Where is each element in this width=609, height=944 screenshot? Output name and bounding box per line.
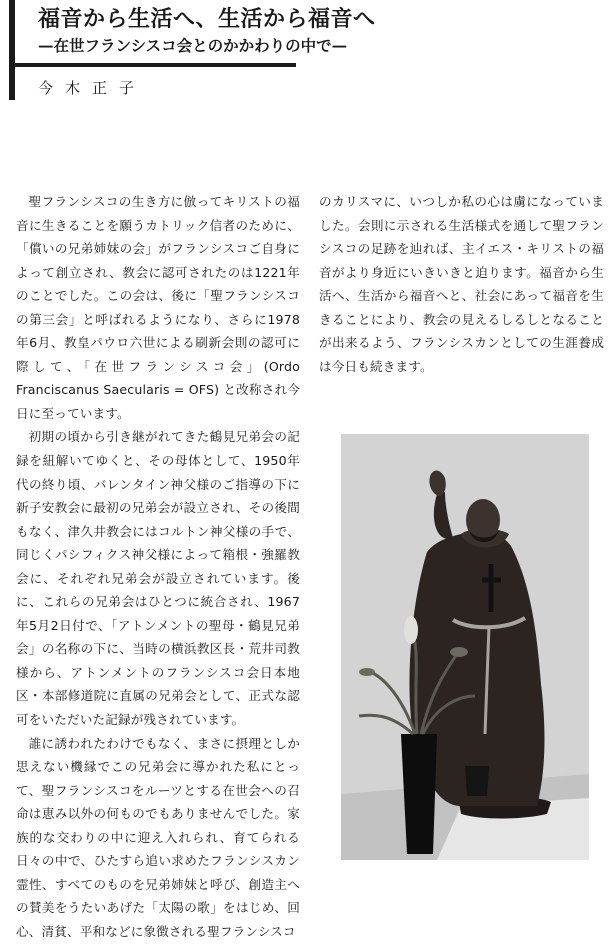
flower-leaf [450, 647, 468, 657]
left-text-column [16, 190, 300, 944]
article-subtitle: —在世フランシスコ会とのかかわりの中で— [38, 36, 348, 55]
article-title: 福音から生活へ、生活から福音へ [38, 6, 376, 32]
header-vertical-rule [9, 0, 15, 100]
author-name: 今木正子 [38, 79, 147, 97]
flower-leaf [359, 668, 375, 676]
flower-bloom [404, 616, 418, 644]
body-paragraph: のカリスマに、いつしか私の心は虜になっていました。会則に示される生活様式を通して聖フランシスコの足跡を辿れば、主イエス・キリストの福音がより身近にいきいきと迫ります。福音から生活へ、生活から福音へと、社会にあって福音を生きることにより、教会の見えるしるしとなることが出来るよう、フランシスカンとしての生涯養成は今日も続きます。 [319, 194, 604, 374]
body-paragraph: 誰に誘われたわけでもなく、まさに摂理としか思えない機縁でこの兄弟会に導かれた私にとって、聖フランシスコをルーツとする在世会への召命は恵み以外の何ものでもありませんでした。家族的な交わりの中に迎え入れられ、育てられる日々の中で、ひたすら追い求めたフランシスカン霊性、すべてのものを兄弟姉妹と呼び、創造主への賛美をうたいあげた「太陽の歌」をはじめ、回心、清貧、平和などに象徴される聖フランシスコ [16, 735, 300, 939]
flower-vase [401, 734, 437, 854]
right-text-column [319, 190, 604, 378]
statue-illustration [341, 434, 589, 860]
body-paragraph: 聖フランシスコの生き方に倣ってキリストの福音に生きることを願うカトリック信者のために、「償いの兄弟姉妹の会」がフランシスコご自身によって創立され、教会に認可されたのは1221年のことでした。この会は、後に「聖フランシスコの第三会」と呼ばれるようになり、さらに1978年6月、教皇パウロ六世による刷新会則の認可に際して、「在世フランシスコ会」(Ordo Franciscanus Saecularis = OFS) と改称され今日に至っています。 [16, 194, 300, 421]
header-horizontal-rule [9, 63, 296, 67]
saint-francis-statue-photo [341, 434, 589, 860]
small-cup [465, 766, 489, 796]
body-paragraph: 初期の頃から引き継がれてきた鶴見兄弟会の記録を紐解いてゆくと、その母体として、1950年代の終り頃、バレンタイン神父様のご指導の下に新子安教会に最初の兄弟会が設立され、その後間もなく、津久井教会にはコルトン神父様の手で、同じくパシフィクス神父様によって箱根・強羅教会に、それぞれ兄弟会が設立されています。後に、これらの兄弟会はひとつに統合され、1967年5月2日付で、「アトンメントの聖母・鶴見兄弟会」の名称の下に、当時の横浜教区長・荒井司教様から、アトンメントのフランシスコ会日本地区・本部修道院に直属の兄弟会として、正式な認可をいただいた記録が残されています。 [16, 429, 300, 728]
